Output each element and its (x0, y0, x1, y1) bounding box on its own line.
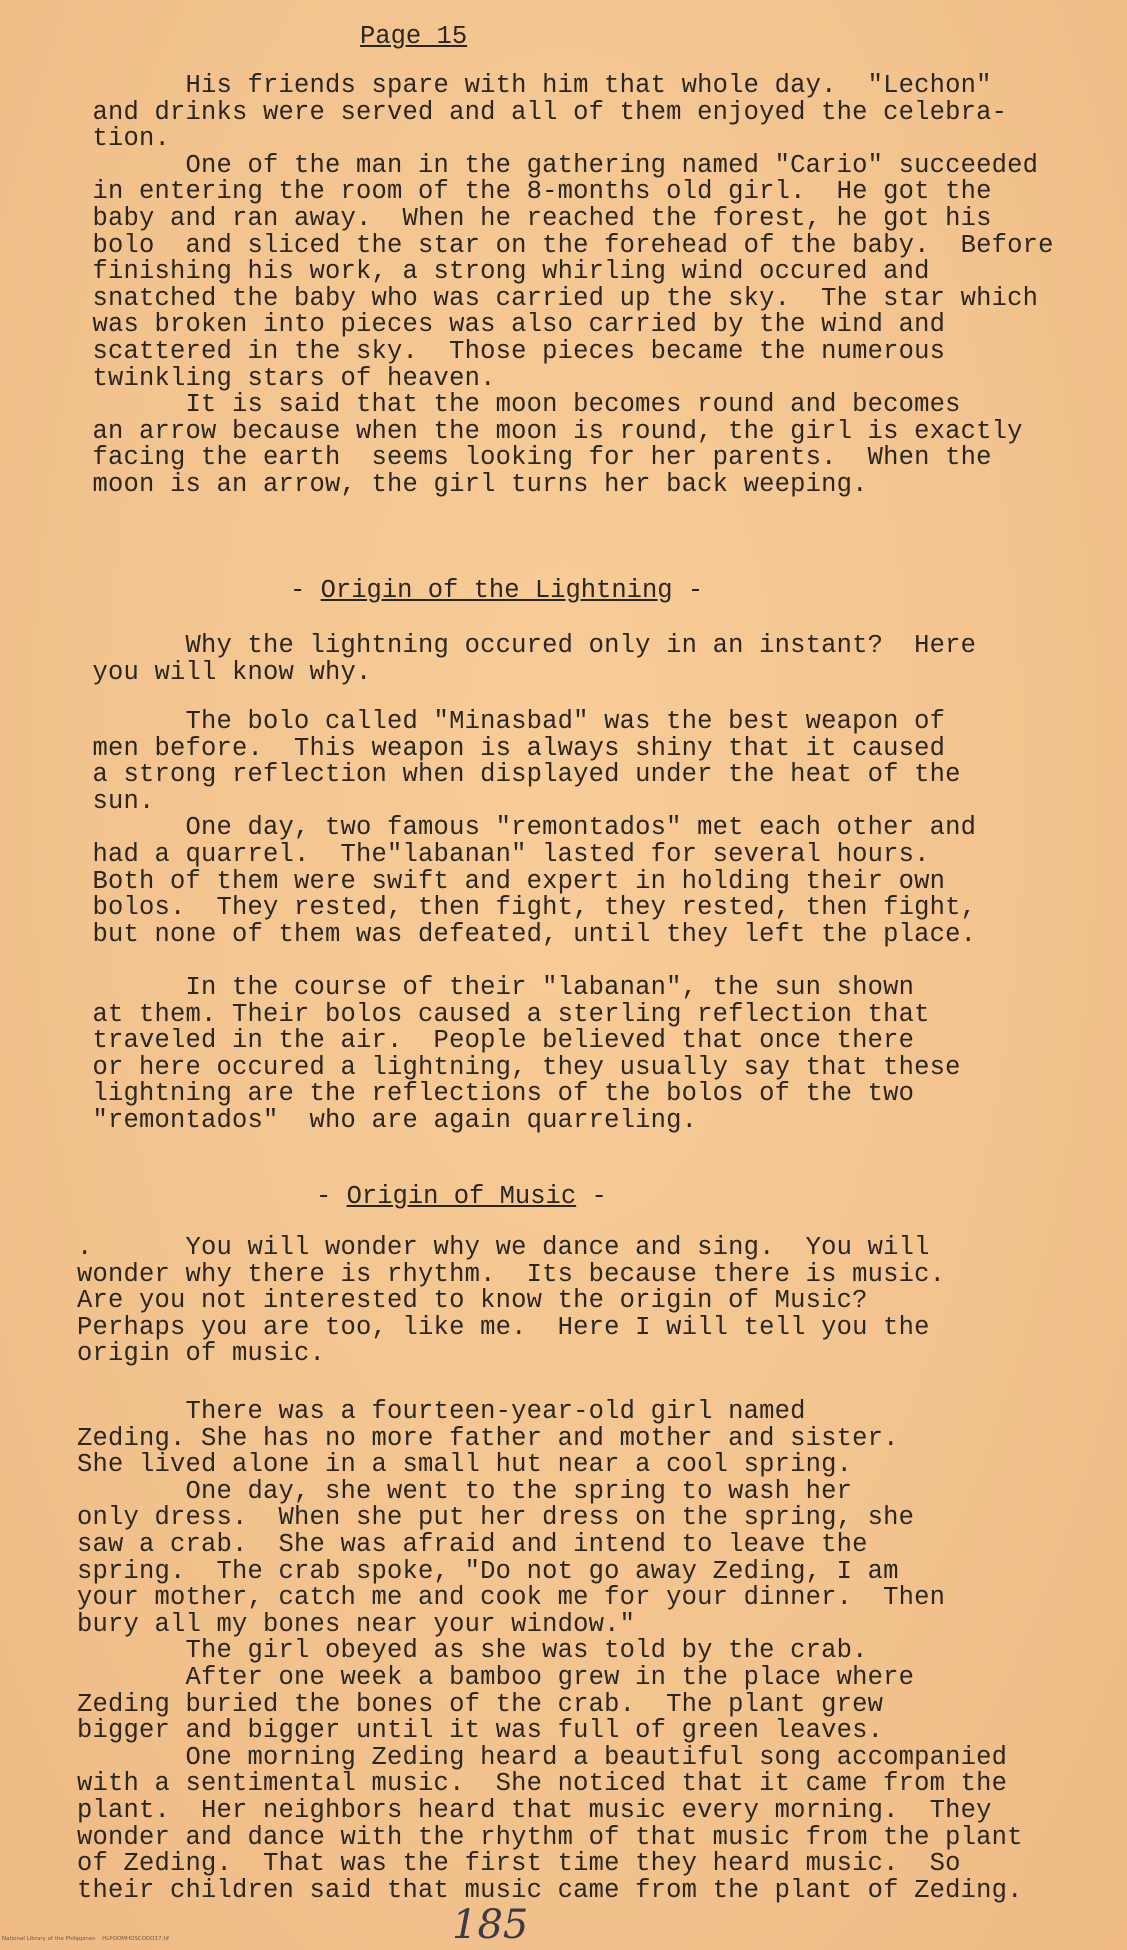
text-line: Are you not interested to know the origin of Music? (46, 1286, 868, 1316)
text-line: The bolo called "Minasbad" was the best weapon of (46, 707, 946, 736)
text-line: bolo and sliced the star on the forehead of the baby. Before (46, 230, 1054, 260)
text-line: bigger and bigger until it was full of green leaves. (46, 1716, 884, 1746)
text-line: saw a crab. She was afraid and intend to leave the (46, 1530, 868, 1559)
archive-footer: National Library of the Philippines HLPOOMHDSCODO17.tif (2, 1936, 169, 1942)
text-line: "remontados" who are again quarreling. (46, 1106, 698, 1135)
text-line: One morning Zeding heard a beautiful song accompanied (46, 1742, 1008, 1772)
text-line: It is said that the moon becomes round and becomes (46, 390, 961, 420)
text-line: baby and ran away. When he reached the forest, he got his (46, 204, 992, 233)
text-line: in entering the room of the 8-months old girl. He got the (46, 177, 992, 207)
text-line: Why the lightning occured only in an instant? Here (46, 631, 977, 660)
text-line: men before. This weapon is always shiny that it caused (46, 733, 946, 763)
text-line: She lived alone in a small hut near a cool spring. (46, 1450, 853, 1480)
text-line: sun. (46, 786, 155, 816)
section-title-music: - Origin of Music - (316, 1182, 607, 1211)
text-line: The girl obeyed as she was told by the crab. (46, 1636, 868, 1666)
text-line: your mother, catch me and cook me for your dinner. Then (46, 1583, 946, 1613)
text-line: Perhaps you are too, like me. Here I will tell you the (46, 1312, 930, 1342)
text-line: and drinks were served and all of them enjoyed the celebra- (46, 97, 1008, 127)
handwritten-page-number: 185 (452, 1902, 529, 1948)
text-line: of Zeding. That was the first time they heard music. So (46, 1849, 961, 1879)
music-title-text: Origin of Music (346, 1182, 577, 1211)
text-line: facing the earth seems looking for her parents. When the (46, 443, 992, 473)
text-line: only dress. When she put her dress on the spring, she (46, 1503, 915, 1533)
text-line: Both of them were swift and expert in holding their own (46, 866, 946, 896)
text-line: or here occured a lightning, they usually say that these (46, 1052, 961, 1082)
text-line: wonder and dance with the rhythm of that music from the plant (46, 1822, 1023, 1852)
text-line: There was a fourteen-year-old girl named (46, 1397, 806, 1426)
text-line: with a sentimental music. She noticed that it came from the (46, 1769, 1008, 1799)
text-line: traveled in the air. People believed that once there (46, 1026, 915, 1056)
text-line: their children said that music came from the plant of Zeding. (46, 1875, 1023, 1905)
section-title-lightning: - Origin of the Lightning - (290, 576, 704, 605)
text-line: finishing his work, a strong whirling wind occured and (46, 257, 930, 287)
text-line: His friends spare with him that whole day. "Lechon" (46, 71, 992, 100)
text-line: One of the man in the gathering named "Cario" succeeded (46, 150, 1039, 180)
text-line: scattered in the sky. Those pieces became the numerous (46, 337, 946, 366)
lightning-title-text: Origin of the Lightning (320, 576, 673, 605)
text-line: you will know why. (46, 657, 372, 687)
text-line: Zeding. She has no more father and mother and sister. (46, 1423, 899, 1453)
text-line: One day, she went to the spring to wash her (46, 1476, 853, 1506)
text-line: origin of music. (46, 1339, 326, 1369)
text-line: snatched the baby who was carried up the sky. The star which (46, 283, 1039, 313)
text-line: was broken into pieces was also carried by the wind and (46, 310, 946, 340)
text-line: a strong reflection when displayed under the heat of the (46, 760, 961, 790)
text-line: tion. (46, 124, 171, 154)
text-line: spring. The crab spoke, "Do not go away Zeding, I am (46, 1556, 899, 1586)
text-line: at them. Their bolos caused a sterling reflection that (46, 999, 930, 1029)
text-line: . You will wonder why we dance and sing. You will (46, 1233, 930, 1262)
text-line: an arrow because when the moon is round, the girl is exactly (46, 416, 1023, 446)
text-line: but none of them was defeated, until they left the place. (46, 919, 977, 949)
text-line: One day, two famous "remontados" met each other and (46, 813, 977, 843)
text-line: lightning are the reflections of the bolos of the two (46, 1079, 915, 1109)
text-line: wonder why there is rhythm. Its because there is music. (46, 1259, 946, 1289)
text-line: After one week a bamboo grew in the place where (46, 1663, 915, 1692)
text-line: bury all my bones near your window." (46, 1609, 636, 1639)
text-line: Zeding buried the bones of the crab. The plant grew (46, 1689, 884, 1719)
text-line: bolos. They rested, then fight, they rested, then fight, (46, 893, 977, 923)
text-line: In the course of their "labanan", the sun shown (46, 973, 915, 1002)
text-line: moon is an arrow, the girl turns her back weeping. (46, 470, 868, 499)
text-line: had a quarrel. The"labanan" lasted for several hours. (46, 840, 930, 869)
text-line: plant. Her neighbors heard that music every morning. They (46, 1796, 992, 1825)
page-header: Page 15 (360, 22, 468, 51)
text-line: twinkling stars of heaven. (46, 363, 496, 393)
